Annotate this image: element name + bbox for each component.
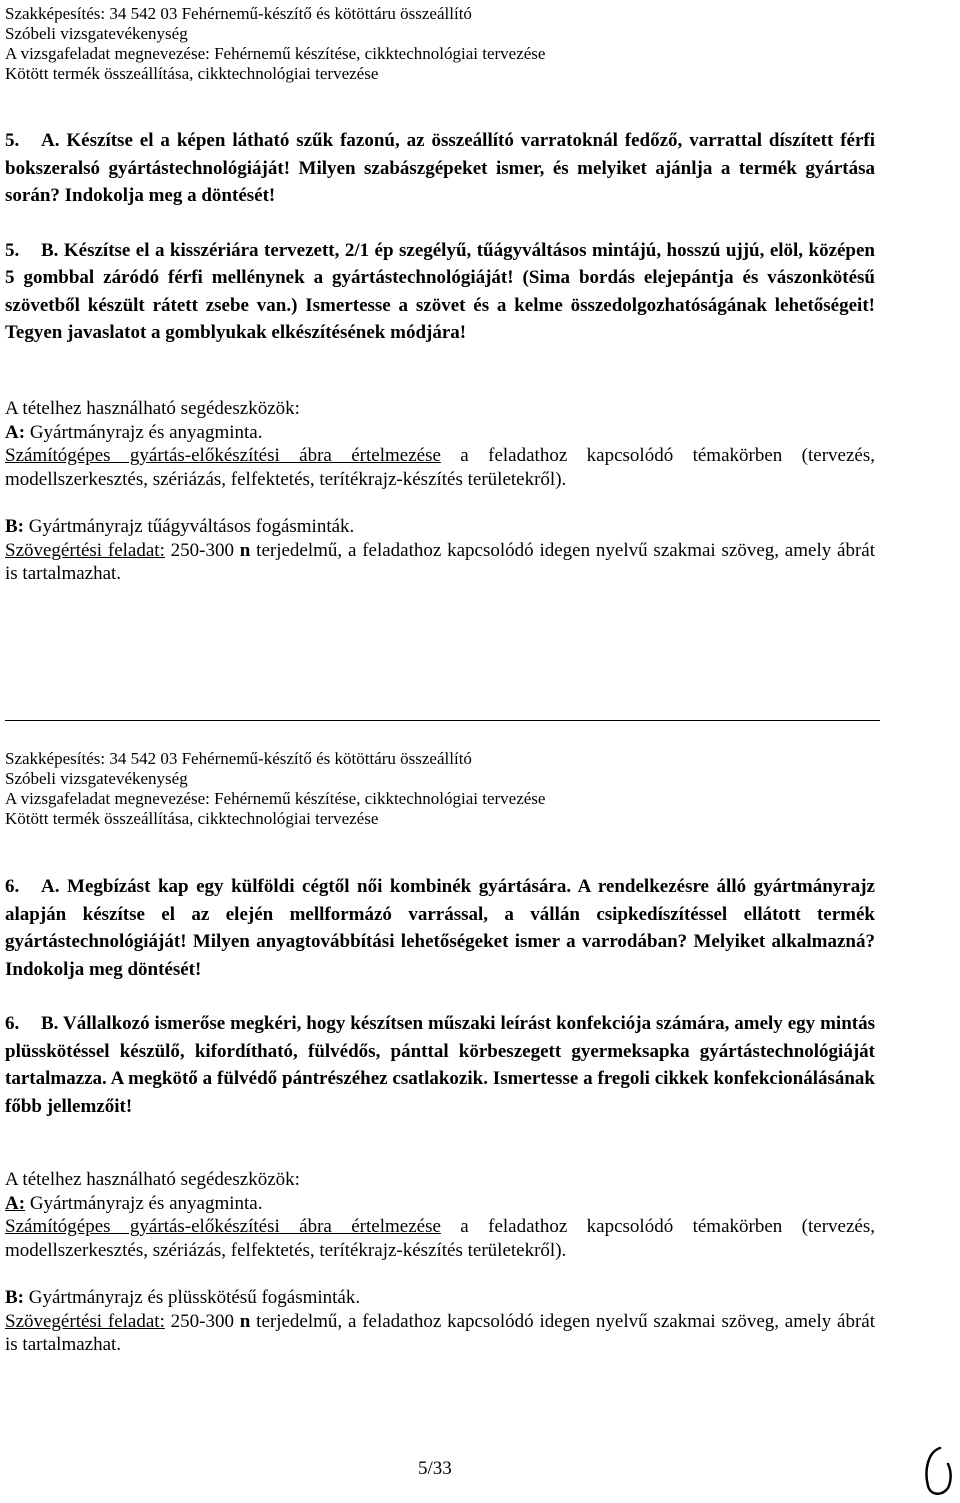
header-task-name: A vizsgafeladat megnevezése: Fehérnemű készítése, cikktechnológiai tervezése xyxy=(5,789,546,808)
header-qualification: Szakképesítés: 34 542 03 Fehérnemű-készítő és kötöttáru összeállító xyxy=(5,4,472,23)
tools-a-text: Gyártmányrajz és anyagminta. xyxy=(25,421,263,443)
task-number: 6. xyxy=(5,876,20,897)
tools-computer xyxy=(5,444,875,491)
tools-5 xyxy=(5,397,875,586)
task-6a xyxy=(5,873,875,983)
tools-a xyxy=(5,1192,875,1216)
header-exam-type: Szóbeli vizsgatevékenység xyxy=(5,769,188,788)
tools-6 xyxy=(5,1168,875,1357)
tools-heading: A tételhez használható segédeszközök: xyxy=(5,398,300,419)
tools-a-label: A: xyxy=(5,1192,26,1214)
header-qualification: Szakképesítés: 34 542 03 Fehérnemű-készítő és kötöttáru összeállító xyxy=(5,749,472,768)
header-subtitle: Kötött termék összeállítása, cikktechnológiai tervezése xyxy=(5,809,379,828)
tools-b-label: B: xyxy=(5,1287,24,1308)
tools-reading xyxy=(5,1310,875,1357)
tools-reading-range: 250-300 xyxy=(164,1310,240,1332)
task-letter: B. xyxy=(41,1013,59,1034)
page-header xyxy=(5,749,905,829)
tools-computer-label: Számítógépes gyártás-előkészítési ábra értelmezése xyxy=(5,445,441,466)
tools-b xyxy=(5,1286,875,1310)
tools-reading-text: terjedelmű, a feladathoz kapcsolódó idegen nyelvű szakmai szöveg, amely ábrát is tartalmazhat. xyxy=(5,1310,875,1355)
tools-b-text: Gyártmányrajz tűágyváltásos fogásminták. xyxy=(24,516,355,537)
task-number: 5. xyxy=(5,130,20,151)
tools-a xyxy=(5,421,875,445)
page-divider xyxy=(5,720,880,721)
task-5b xyxy=(5,237,875,347)
tools-computer xyxy=(5,1215,875,1262)
task-6b xyxy=(5,1010,875,1120)
tools-reading-n: n xyxy=(239,1310,251,1332)
tools-reading-label: Szövegértési feladat: xyxy=(5,539,165,561)
task-5a-text: Készítse el a képen látható szűk fazonú, az összeállító varratoknál fedőző, varrattal díszített férfi bokszeralsó gyártástechnológiáját! Milyen szabászgépeket ismer, és melyiket ajánlja a termék gyártása során? Indokolja meg a döntését! xyxy=(5,130,875,206)
header-task-name: A vizsgafeladat megnevezése: Fehérnemű készítése, cikktechnológiai tervezése xyxy=(5,44,546,63)
task-letter: A. xyxy=(41,130,60,151)
tools-a-label: A: xyxy=(5,421,26,443)
tools-reading xyxy=(5,539,875,586)
tools-reading-label: Szövegértési feladat: xyxy=(5,1310,165,1332)
tools-heading: A tételhez használható segédeszközök: xyxy=(5,1169,300,1190)
signature-mark xyxy=(918,1442,958,1500)
tools-b-label: B: xyxy=(5,516,24,537)
tools-computer-label: Számítógépes gyártás-előkészítési ábra értelmezése xyxy=(5,1216,441,1237)
task-5a xyxy=(5,127,875,210)
tools-reading-text: terjedelmű, a feladathoz kapcsolódó idegen nyelvű szakmai szöveg, amely ábrát is tartalmazhat. xyxy=(5,539,875,584)
task-5 xyxy=(5,127,875,347)
task-6a-text: Megbízást kap egy külföldi cégtől női kombinék gyártására. A rendelkezésre álló gyártmányrajz alapján készítse el az elején mellformázó varrással, a vállán csipkedíszítéssel ellátott termék gyártástechnológiáját! Milyen anyagtovábbítási lehetőségeket ismer a varrodában? Melyiket alkalmazná? Indokolja meg döntését! xyxy=(5,876,875,980)
task-6b-text: Vállalkozó ismerőse megkéri, hogy készítsen műszaki leírást konfekciója számára, amely egy mintás plüsskötéssel készülő, kifordítható, fülvédős, pánttal körbeszegett gyermeksapka gyártástechnológiáját tartalmazza. A megkötő a fülvédő pántrészéhez csatlakozik. Ismertesse a fregoli cikkek konfekcionálásának főbb jellemzőit! xyxy=(5,1013,875,1117)
page-number: 5/33 xyxy=(418,1458,452,1479)
header-subtitle: Kötött termék összeállítása, cikktechnológiai tervezése xyxy=(5,64,379,83)
task-letter: A. xyxy=(41,876,60,897)
tools-computer-text: a feladathoz kapcsolódó témakörben (tervezés, modellszerkesztés, szériázás, felfektetés, terítékrajz-készítés területekről). xyxy=(5,445,875,490)
header-exam-type: Szóbeli vizsgatevékenység xyxy=(5,24,188,43)
task-5b-text: Készítse el a kisszériára tervezett, 2/1 ép szegélyű, tűágyváltásos mintájú, hosszú ujjú, elöl, középen 5 gombbal záródó férfi mellénynek a gyártástechnológiáját! (Sima bordás elejepántja és vászonkötésű szövetből készült rátett zsebe van.) Ismertesse a szövet és a kelme összedolgozhatóságának lehetőségeit! Tegyen javaslatot a gomblyukak elkészítésének módjára! xyxy=(5,239,875,343)
page-header xyxy=(5,4,905,84)
tools-reading-range: 250-300 xyxy=(164,539,240,561)
task-6 xyxy=(5,873,875,1120)
tools-b xyxy=(5,515,875,539)
tools-computer-text: a feladathoz kapcsolódó témakörben (tervezés, modellszerkesztés, szériázás, felfektetés, terítékrajz-készítés területekről). xyxy=(5,1216,875,1261)
task-number: 6. xyxy=(5,1013,20,1034)
tools-b-text: Gyártmányrajz és plüsskötésű fogásminták. xyxy=(24,1287,361,1308)
tools-a-text: Gyártmányrajz és anyagminta. xyxy=(25,1192,263,1214)
task-letter: B. xyxy=(41,239,59,261)
task-number: 5. xyxy=(5,239,20,261)
tools-reading-n: n xyxy=(239,539,251,561)
